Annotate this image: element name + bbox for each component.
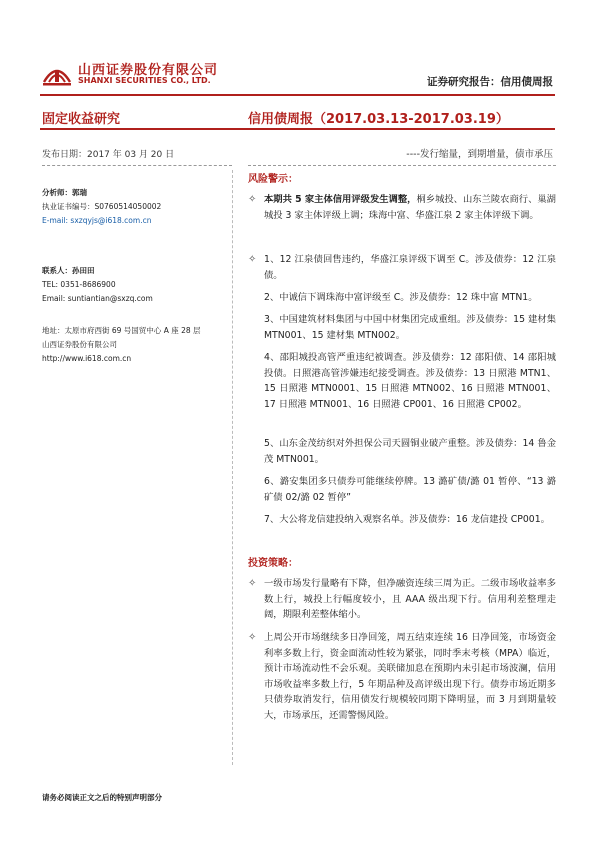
contact-name: 联系人：孙田田 bbox=[42, 266, 95, 275]
contact-tel: TEL: 0351-8686900 bbox=[42, 280, 116, 289]
contact-block bbox=[42, 264, 232, 306]
risk-item-4 bbox=[248, 350, 556, 412]
risk-item-6 bbox=[248, 474, 556, 505]
disclaimer-note: 请务必阅读正文之后的特别声明部分 bbox=[42, 793, 162, 802]
risk-item-text: 3、中国建筑材料集团与中国中材集团完成重组。涉及债券：15 建材集 MTN001、15 建材集 MTN002。 bbox=[264, 314, 556, 341]
diamond-bullet-icon: ✧ bbox=[248, 194, 257, 205]
strategy-item-2 bbox=[248, 630, 556, 723]
diamond-bullet-icon: ✧ bbox=[248, 578, 257, 589]
risk-summary-text: 桐乡城投、山东兰陵农商行、巢湖城投 3 家主体评级上调；珠海中富、华盛江泉 2 家主体评级下调。 bbox=[264, 194, 556, 221]
analyst-cert: 执业证书编号：S0760514050002 bbox=[42, 202, 162, 211]
report-type: 证券研究报告：信用债周报 bbox=[427, 76, 553, 88]
risk-item-3 bbox=[248, 312, 556, 343]
strategy-item-text: 一级市场发行量略有下降，但净融资连续三周为正。二级市场收益率多数上行，城投上行幅度较小，且 AAA 级出现下行。信用利差整理走阔，期限利差整体缩小。 bbox=[264, 578, 556, 620]
company-name-en: SHANXI SECURITIES CO., LTD. bbox=[78, 76, 211, 85]
company-logo-icon bbox=[40, 58, 74, 88]
strategy-item-text: 上周公开市场继续多日净回笼，周五结束连续 16 日净回笼，市场资金利率多数上行，资金面流动性较为紧张，同时季末考核（MPA）临近，预计市场流动性不会乐观。美联储加息在预期内未引起市场波澜，信用市场收益率多数上行，5 年期品种及高评级出现下行。债券市场近期多只债券取消发行，信用债发行规模较同期下降明显，而 3 月到期量较大，市场承压，还需警惕风险。 bbox=[264, 632, 556, 721]
company-name-cn: 山西证券股份有限公司 bbox=[78, 63, 219, 78]
header-rule bbox=[40, 94, 555, 96]
risk-item-7 bbox=[248, 512, 556, 528]
risk-item-text: 2、中诚信下调珠海中富评级至 C。涉及债券：12 珠中富 MTN1。 bbox=[264, 292, 538, 303]
report-title: 信用债周报（2017.03.13-2017.03.19） bbox=[248, 112, 509, 127]
column-divider bbox=[232, 170, 233, 765]
report-subtitle: ----发行缩量，到期增量，债市承压 bbox=[406, 149, 553, 160]
risk-heading: 风险警示： bbox=[248, 174, 298, 185]
analyst-block bbox=[42, 186, 232, 228]
risk-item-text: 7、大公将龙信建投纳入观察名单。涉及债券：16 龙信建投 CP001。 bbox=[264, 514, 550, 525]
risk-item-text: 4、邵阳城投高管严重违纪被调查。涉及债券：12 邵阳债、14 邵阳城投债。日照港高管涉嫌违纪接受调查。涉及债券：13 日照港 MTN1、15 日照港 MTN0001、15 日照港 MTN002、16 日照港 MTN001、17 日照港 MTN001、16 日照港 CP001、16 日照港 CP002。 bbox=[264, 352, 556, 410]
risk-item-text: 6、潞安集团多只债券可能继续停牌。13 潞矿债/潞 01 暂停、“13 潞矿债 02/潞 02 暂停” bbox=[264, 476, 556, 503]
contact-email[interactable]: Email: suntiantian@sxzq.com bbox=[42, 294, 153, 303]
diamond-bullet-icon: ✧ bbox=[248, 254, 257, 265]
risk-item-summary bbox=[248, 192, 556, 223]
website-link[interactable]: http://www.i618.com.cn bbox=[42, 354, 132, 363]
right-dash-rule bbox=[248, 165, 556, 166]
risk-item-text: 1、12 江泉债回售违约，华盛江泉评级下调至 C。涉及债券：12 江泉债。 bbox=[264, 254, 556, 281]
risk-item-5 bbox=[248, 436, 556, 467]
risk-summary-lead: 本期共 5 家主体信用评级发生调整， bbox=[264, 194, 417, 205]
risk-item-text: 5、山东金茂纺织对外担保公司天圆铜业破产重整。涉及债券：14 鲁金茂 MTN001。 bbox=[264, 438, 556, 465]
title-rule bbox=[40, 128, 555, 130]
address-block bbox=[42, 324, 232, 366]
analyst-name: 分析师：郭瑞 bbox=[42, 188, 87, 197]
diamond-bullet-icon: ✧ bbox=[248, 632, 257, 643]
risk-item-1 bbox=[248, 252, 556, 283]
publish-date: 发布日期：2017 年 03 月 20 日 bbox=[42, 150, 175, 160]
section-title-fixed-income: 固定收益研究 bbox=[42, 112, 121, 127]
risk-item-2 bbox=[248, 290, 556, 306]
left-dash-rule bbox=[42, 165, 232, 166]
address-company: 山西证券股份有限公司 bbox=[42, 340, 117, 349]
strategy-item-1 bbox=[248, 576, 556, 623]
strategy-heading: 投资策略： bbox=[248, 558, 298, 569]
analyst-email[interactable]: E-mail: sxzqyjs@i618.com.cn bbox=[42, 216, 152, 225]
address-line: 地址：太原市府西街 69 号国贸中心 A 座 28 层 bbox=[42, 326, 201, 335]
